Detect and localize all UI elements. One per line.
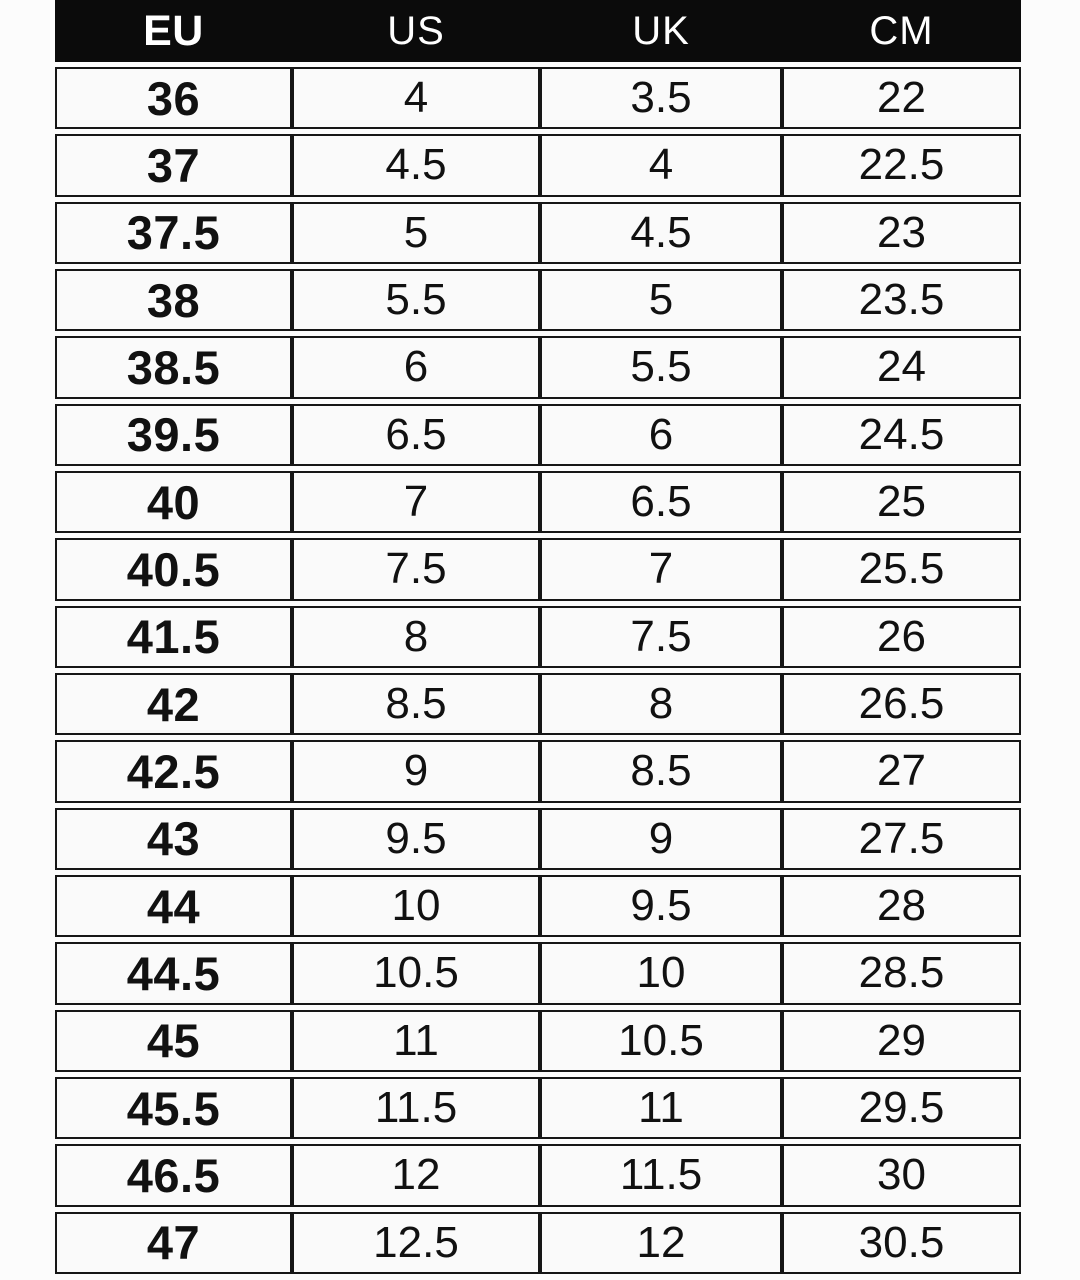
cell-uk-size: 5.5: [540, 336, 782, 398]
cell-cm-size: 27.5: [782, 808, 1021, 870]
cell-cm-size: 28.5: [782, 942, 1021, 1004]
cell-eu-size: 44: [55, 875, 292, 937]
cell-cm-size: 27: [782, 740, 1021, 802]
cell-cm-size: 26.5: [782, 673, 1021, 735]
cell-us-size: 6: [292, 336, 540, 398]
table-row: [55, 606, 1021, 668]
cell-uk-size: 11: [540, 1077, 782, 1139]
header-cell-us: US: [387, 8, 445, 53]
cell-cm-size: 30.5: [782, 1212, 1021, 1274]
cell-eu-size: 37.5: [55, 202, 292, 264]
cell-uk-size: 3.5: [540, 67, 782, 129]
table-row: [55, 134, 1021, 196]
cell-uk-size: 9.5: [540, 875, 782, 937]
cell-us-size: 9.5: [292, 808, 540, 870]
cell-uk-size: 11.5: [540, 1144, 782, 1206]
cell-us-size: 8.5: [292, 673, 540, 735]
cell-eu-size: 43: [55, 808, 292, 870]
table-row: [55, 673, 1021, 735]
cell-uk-size: 9: [540, 808, 782, 870]
cell-eu-size: 47: [55, 1212, 292, 1274]
cell-uk-size: 10.5: [540, 1010, 782, 1072]
cell-uk-size: 6.5: [540, 471, 782, 533]
cell-us-size: 12: [292, 1144, 540, 1206]
cell-eu-size: 41.5: [55, 606, 292, 668]
cell-cm-size: 23.5: [782, 269, 1021, 331]
cell-uk-size: 8: [540, 673, 782, 735]
cell-eu-size: 45: [55, 1010, 292, 1072]
table-row: [55, 1010, 1021, 1072]
cell-eu-size: 37: [55, 134, 292, 196]
cell-us-size: 5: [292, 202, 540, 264]
cell-eu-size: 42.5: [55, 740, 292, 802]
cell-us-size: 10.5: [292, 942, 540, 1004]
table-row: [55, 67, 1021, 129]
cell-eu-size: 38.5: [55, 336, 292, 398]
table-row: [55, 538, 1021, 600]
cell-us-size: 8: [292, 606, 540, 668]
cell-uk-size: 5: [540, 269, 782, 331]
cell-us-size: 11.5: [292, 1077, 540, 1139]
cell-uk-size: 7.5: [540, 606, 782, 668]
header-cell-eu: EU: [143, 6, 204, 55]
cell-us-size: 5.5: [292, 269, 540, 331]
table-row: [55, 1144, 1021, 1206]
cell-cm-size: 29.5: [782, 1077, 1021, 1139]
cell-cm-size: 29: [782, 1010, 1021, 1072]
table-row: [55, 202, 1021, 264]
cell-cm-size: 25.5: [782, 538, 1021, 600]
cell-cm-size: 22: [782, 67, 1021, 129]
cell-uk-size: 10: [540, 942, 782, 1004]
cell-uk-size: 8.5: [540, 740, 782, 802]
cell-cm-size: 25: [782, 471, 1021, 533]
cell-cm-size: 30: [782, 1144, 1021, 1206]
table-row: [55, 808, 1021, 870]
cell-us-size: 6.5: [292, 404, 540, 466]
cell-cm-size: 23: [782, 202, 1021, 264]
cell-uk-size: 6: [540, 404, 782, 466]
cell-us-size: 4.5: [292, 134, 540, 196]
cell-eu-size: 38: [55, 269, 292, 331]
cell-us-size: 7: [292, 471, 540, 533]
cell-uk-size: 4.5: [540, 202, 782, 264]
cell-us-size: 10: [292, 875, 540, 937]
cell-eu-size: 40.5: [55, 538, 292, 600]
cell-cm-size: 28: [782, 875, 1021, 937]
cell-uk-size: 7: [540, 538, 782, 600]
header-cell-cm: CM: [869, 8, 934, 53]
cell-eu-size: 39.5: [55, 404, 292, 466]
table-row: [55, 942, 1021, 1004]
table-row: [55, 269, 1021, 331]
table-row: [55, 471, 1021, 533]
table-header: [55, 0, 1021, 62]
table-row: [55, 336, 1021, 398]
cell-eu-size: 44.5: [55, 942, 292, 1004]
cell-cm-size: 22.5: [782, 134, 1021, 196]
table-row: [55, 875, 1021, 937]
cell-eu-size: 45.5: [55, 1077, 292, 1139]
cell-eu-size: 36: [55, 67, 292, 129]
cell-us-size: 4: [292, 67, 540, 129]
header-cell-uk: UK: [632, 8, 690, 53]
cell-us-size: 9: [292, 740, 540, 802]
table-row: [55, 404, 1021, 466]
cell-cm-size: 24.5: [782, 404, 1021, 466]
table-row: [55, 1077, 1021, 1139]
cell-us-size: 11: [292, 1010, 540, 1072]
cell-us-size: 7.5: [292, 538, 540, 600]
table-row: [55, 1212, 1021, 1274]
cell-cm-size: 26: [782, 606, 1021, 668]
cell-uk-size: 12: [540, 1212, 782, 1274]
table-row: [55, 740, 1021, 802]
cell-eu-size: 42: [55, 673, 292, 735]
cell-uk-size: 4: [540, 134, 782, 196]
cell-us-size: 12.5: [292, 1212, 540, 1274]
table-body: [55, 62, 1021, 1274]
cell-cm-size: 24: [782, 336, 1021, 398]
cell-eu-size: 46.5: [55, 1144, 292, 1206]
cell-eu-size: 40: [55, 471, 292, 533]
shoe-size-chart: [55, 0, 1021, 1280]
